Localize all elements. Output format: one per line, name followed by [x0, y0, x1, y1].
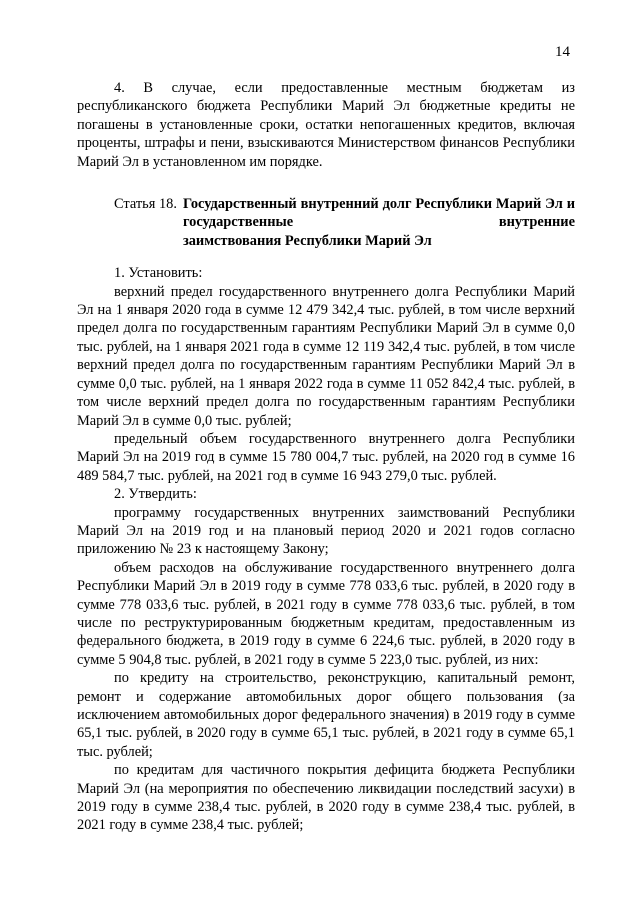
article-label: Статья 18. — [114, 196, 177, 213]
spacer — [77, 171, 575, 195]
paragraph: по кредитам для частичного покрытия дефицита бюджета Республики Марий Эл (на мероприятия по обеспечению ликвидации последствий засухи) в 2019 году в сумме 238,4 тыс. рублей, в 2020 году в сумме 238,4 тыс. рублей, в 2021 году в сумме 238,4 тыс. рублей; — [77, 762, 575, 834]
paragraph: верхний предел государственного внутреннего долга Республики Марий Эл на 1 января 2020 года в сумме 12 479 342,4 тыс. рублей, в том числе верхний предел долга по государственным гарантиям Республики Марий Эл в сумме 0,0 тыс. рублей, на 1 января 2021 года в сумме 12 119 342,4 тыс. рублей, в том числе верхний предел долга по государственным гарантиям Республики Марий Эл в сумме 0,0 тыс. рублей, на 1 января 2022 года в сумме 11 052 842,4 тыс. рублей, в том числе верхний предел долга по государственным гарантиям Республики Марий Эл в сумме 0,0 тыс. рублей; — [77, 283, 575, 429]
article-title-last: заимствования Республики Марий Эл — [182, 232, 432, 249]
paragraph: программу государственных внутренних заимствований Республики Марий Эл на 2019 год и на плановый период 2020 и 2021 годов согласно приложению № 23 к настоящему Закону; — [77, 504, 575, 558]
article-heading — [77, 195, 575, 250]
paragraph: 2. Утвердить: — [114, 486, 197, 503]
paragraph: объем расходов на обслуживание государственного внутреннего долга Республики Марий Эл в 2019 году в сумме 778 033,6 тыс. рублей, в 2020 году в сумме 778 033,6 тыс. рублей, в 2021 году в сумме 778 033,6 тыс. рублей, в том числе по реструктурированным бюджетным кредитам, предоставленным из федерального бюджета, в 2019 году в сумме 6 224,6 тыс. рублей, в 2020 году в сумме 5 904,8 тыс. рублей, в 2021 году в сумме 5 223,0 тыс. рублей, из них: — [77, 559, 575, 668]
page-number: 14 — [555, 44, 570, 60]
paragraph-4: 4. В случае, если предоставленные местным бюджетам из республиканского бюджета Республики Марий Эл бюджетные кредиты не погашены в установленные сроки, остатки непогашенных кредитов, включая проценты, штрафы и пени, взыскиваются Министерством финансов Республики Марий Эл в установленном им порядке. — [77, 80, 575, 170]
article-title — [183, 195, 575, 250]
article-title-main: Государственный внутренний долг Республики Марий Эл и государственные внутренние — [182, 196, 575, 231]
paragraph: 1. Установить: — [114, 265, 203, 282]
document-body — [77, 79, 575, 835]
spacer — [77, 250, 575, 264]
paragraph: по кредиту на строительство, реконструкцию, капитальный ремонт, ремонт и содержание автомобильных дорог общего пользования (за исключением автомобильных дорог федерального значения) в 2019 году в сумме 65,1 тыс. рублей, в 2020 году в сумме 65,1 тыс. рублей, в 2021 году в сумме 65,1 тыс. рублей; — [77, 670, 575, 760]
paragraph: предельный объем государственного внутреннего долга Республики Марий Эл на 2019 год в сумме 15 780 004,7 тыс. рублей, на 2020 год в сумме 16 489 584,7 тыс. рублей, на 2021 год в сумме 16 943 279,0 тыс. рублей. — [77, 430, 575, 484]
